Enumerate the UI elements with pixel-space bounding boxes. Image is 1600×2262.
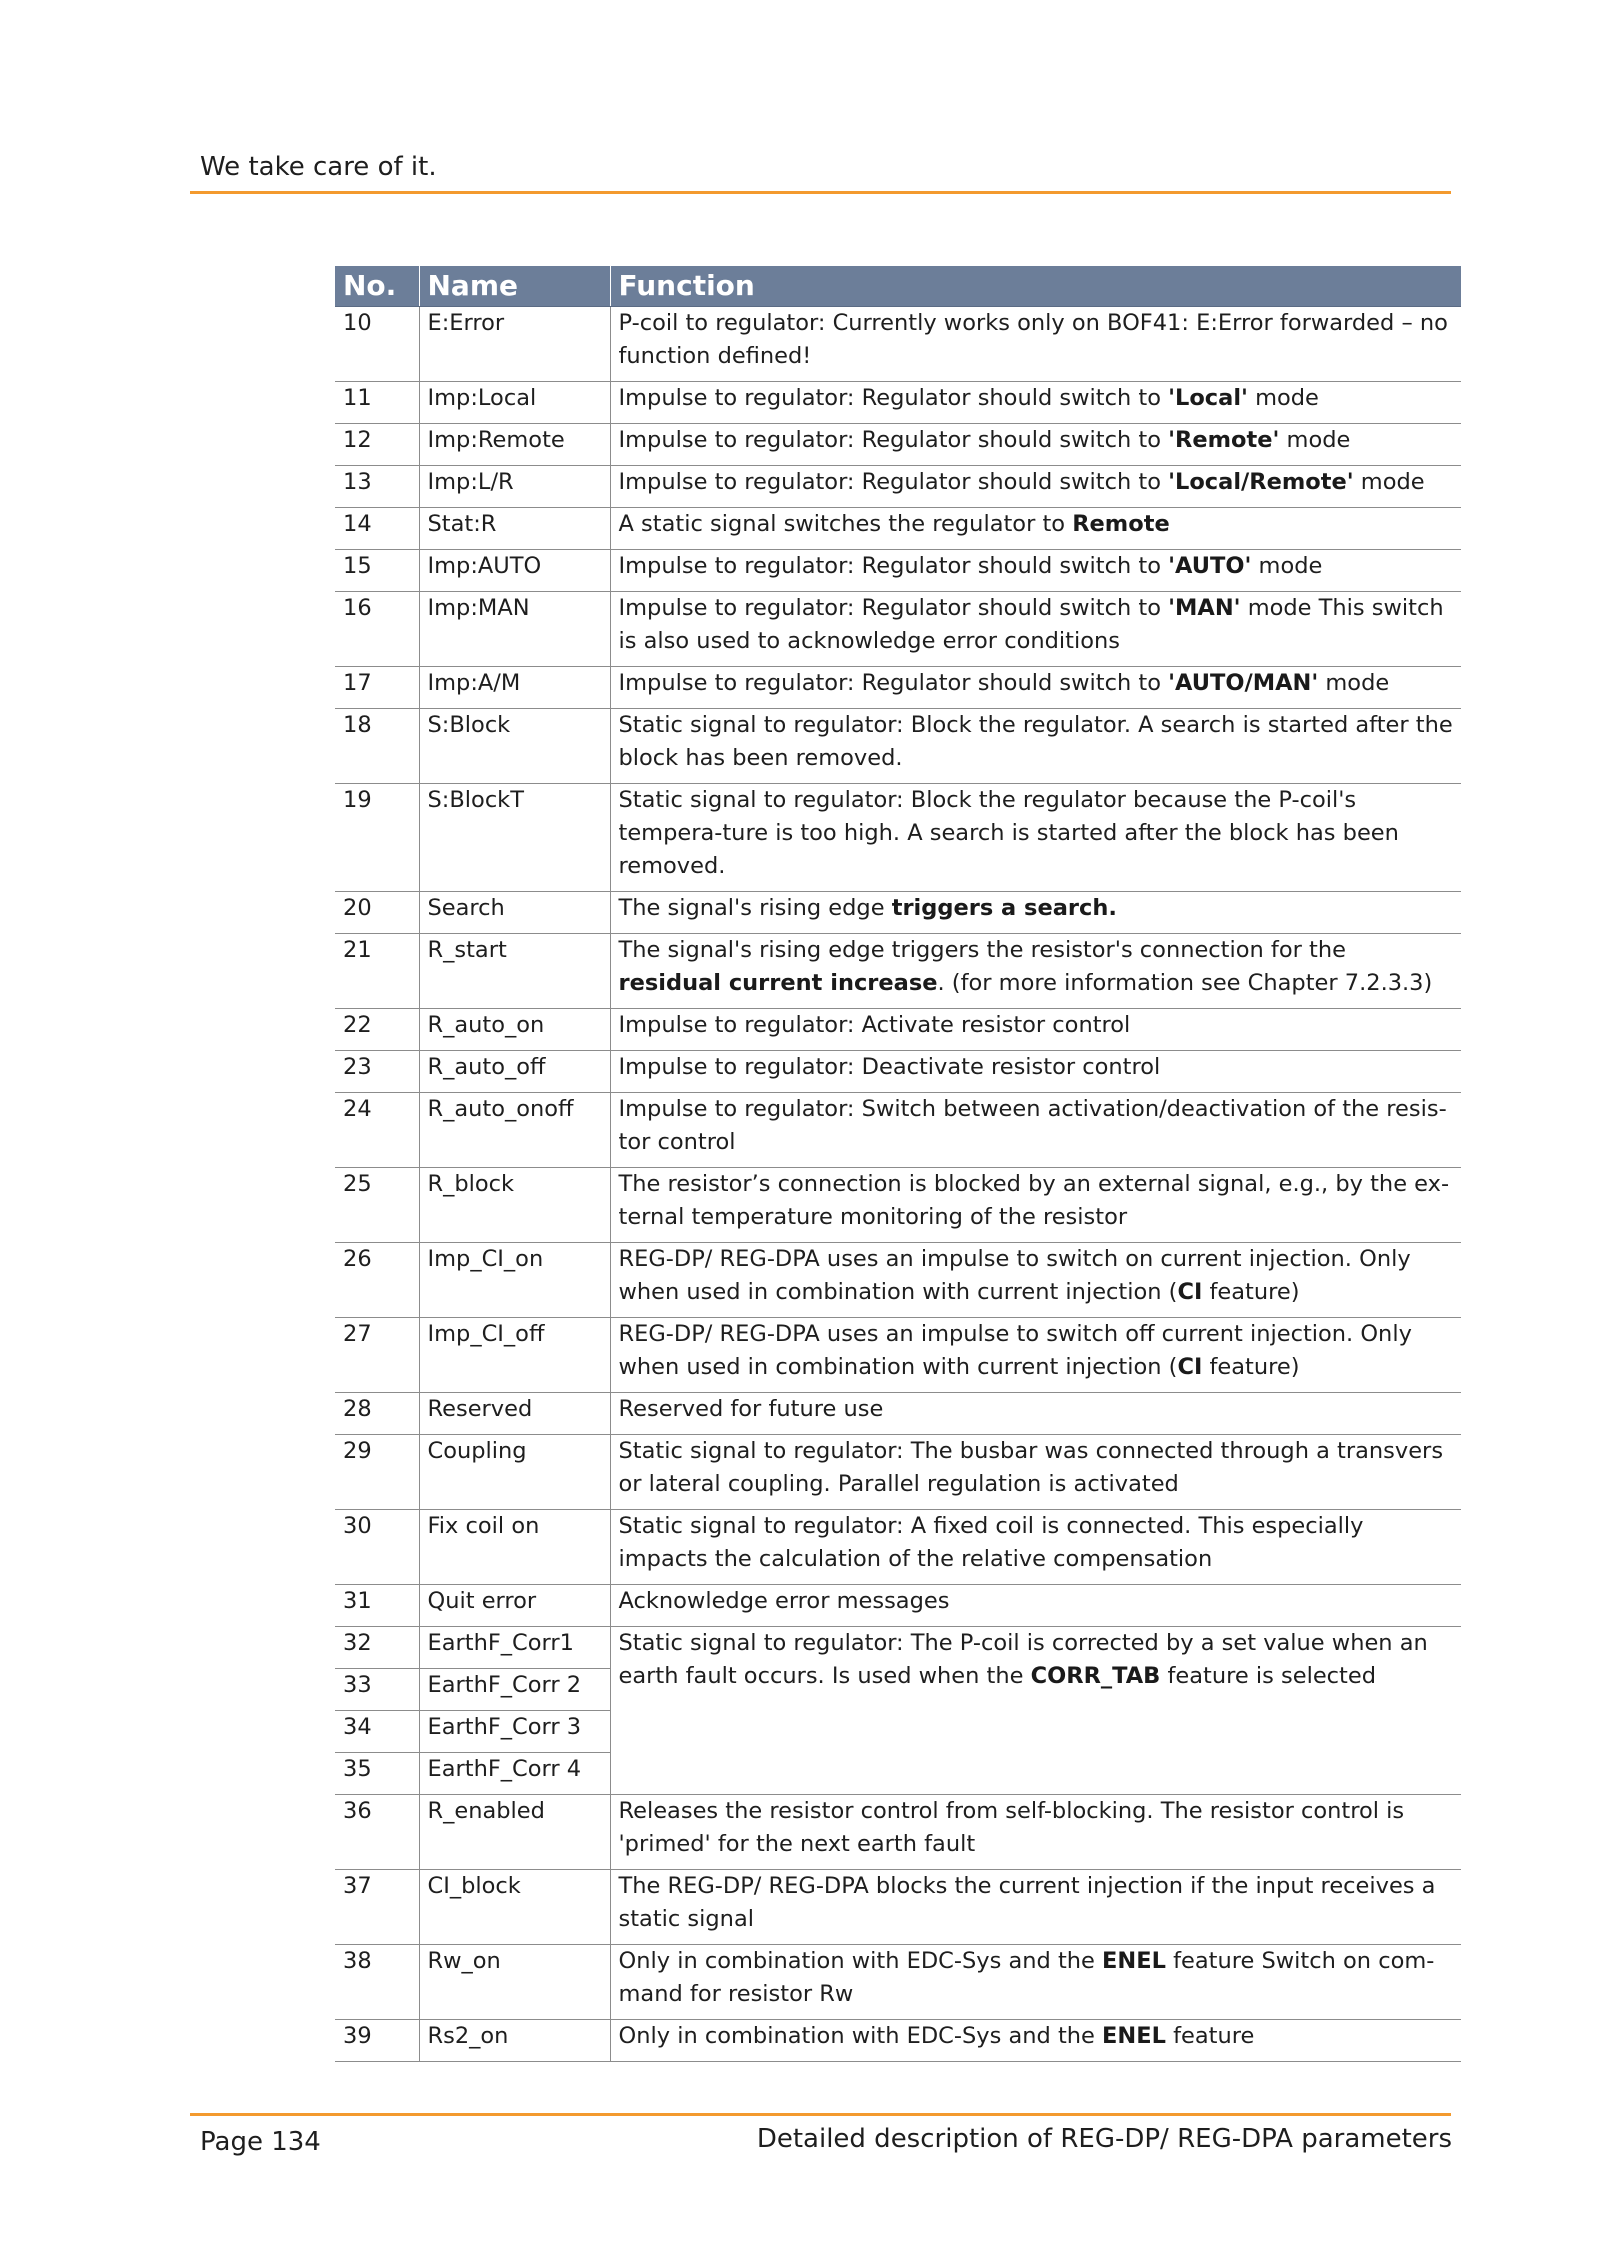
- signal-name-cell: Search: [419, 892, 610, 934]
- row-number-cell: 25: [335, 1168, 419, 1243]
- function-emphasis: 'MAN': [1168, 595, 1241, 621]
- function-text: Static signal to regulator: Block the regulator. A search is started after the block has been removed.: [618, 712, 1453, 771]
- signal-name-cell: Coupling: [419, 1435, 610, 1510]
- function-text: Impulse to regulator: Regulator should switch to: [618, 427, 1169, 453]
- function-text: The signal's rising edge triggers the resistor's connection for the: [618, 937, 1346, 963]
- signal-name-cell: EarthF_Corr 3: [419, 1711, 610, 1753]
- function-emphasis: Remote: [1072, 511, 1170, 537]
- row-number-cell: 22: [335, 1009, 419, 1051]
- function-cell: [610, 424, 1461, 466]
- signal-name-cell: Imp:Remote: [419, 424, 610, 466]
- section-title: Detailed description of REG-DP/ REG-DPA parameters: [756, 2124, 1452, 2154]
- table-row: [335, 934, 1461, 1009]
- table-row: [335, 550, 1461, 592]
- running-header: We take care of it.: [200, 152, 437, 182]
- row-number-cell: 31: [335, 1585, 419, 1627]
- signal-name-cell: R_auto_off: [419, 1051, 610, 1093]
- table-header-row: [335, 266, 1461, 307]
- table-row: [335, 1168, 1461, 1243]
- table-row: [335, 382, 1461, 424]
- function-text: Static signal to regulator: Block the regulator because the P-coil's tempera-ture is too high. A search is started after the block has been removed.: [618, 787, 1399, 879]
- function-text: Acknowledge error messages: [618, 1588, 950, 1614]
- row-number-cell: 21: [335, 934, 419, 1009]
- row-number-cell: 34: [335, 1711, 419, 1753]
- function-cell: [610, 1051, 1461, 1093]
- function-cell: [610, 1795, 1461, 1870]
- table-row: [335, 1393, 1461, 1435]
- signal-name-cell: Imp:AUTO: [419, 550, 610, 592]
- row-number-cell: 32: [335, 1627, 419, 1669]
- signal-name-cell: Quit error: [419, 1585, 610, 1627]
- function-cell: [610, 1093, 1461, 1168]
- signal-name-cell: Stat:R: [419, 508, 610, 550]
- function-cell: [610, 709, 1461, 784]
- function-text: mode: [1279, 427, 1351, 453]
- table-row: [335, 892, 1461, 934]
- function-text: feature Switch on com-mand for resistor Rw: [618, 1948, 1435, 2007]
- row-number-cell: 18: [335, 709, 419, 784]
- table-row: [335, 1243, 1461, 1318]
- function-cell: [610, 466, 1461, 508]
- table-row: [335, 307, 1461, 382]
- row-number-cell: 38: [335, 1945, 419, 2020]
- column-header-name: Name: [419, 266, 610, 307]
- table-row: [335, 1318, 1461, 1393]
- row-number-cell: 37: [335, 1870, 419, 1945]
- function-text: P-coil to regulator: Currently works only on BOF41: E:Error forwarded – no function defined!: [618, 310, 1448, 369]
- row-number-cell: 30: [335, 1510, 419, 1585]
- function-text: A static signal switches the regulator to: [618, 511, 1073, 537]
- function-cell: [610, 1009, 1461, 1051]
- function-emphasis: 'AUTO': [1168, 553, 1252, 579]
- signal-function-table: [335, 266, 1461, 2062]
- function-text: Only in combination with EDC-Sys and the: [618, 1948, 1103, 1974]
- row-number-cell: 24: [335, 1093, 419, 1168]
- row-number-cell: 27: [335, 1318, 419, 1393]
- function-cell: [610, 1627, 1461, 1795]
- function-text: Impulse to regulator: Regulator should switch to: [618, 553, 1169, 579]
- row-number-cell: 29: [335, 1435, 419, 1510]
- function-cell: [610, 934, 1461, 1009]
- function-text: Static signal to regulator: The P-coil is corrected by a set value when an earth fault occurs. Is used when the: [618, 1630, 1428, 1689]
- header-rule: [190, 191, 1451, 194]
- table-row: [335, 709, 1461, 784]
- column-header-no: No.: [335, 266, 419, 307]
- column-header-function: Function: [610, 266, 1461, 307]
- signal-name-cell: CI_block: [419, 1870, 610, 1945]
- function-text: Impulse to regulator: Deactivate resistor control: [618, 1054, 1161, 1080]
- function-text: Impulse to regulator: Activate resistor control: [618, 1012, 1131, 1038]
- function-cell: [610, 667, 1461, 709]
- signal-name-cell: E:Error: [419, 307, 610, 382]
- signal-name-cell: Rs2_on: [419, 2020, 610, 2062]
- signal-name-cell: S:BlockT: [419, 784, 610, 892]
- row-number-cell: 23: [335, 1051, 419, 1093]
- function-text: mode: [1251, 553, 1323, 579]
- page-number: Page 134: [200, 2127, 321, 2157]
- table-row: [335, 1627, 1461, 1669]
- table-row: [335, 1795, 1461, 1870]
- function-emphasis: residual current increase: [618, 970, 938, 996]
- function-emphasis: 'Local': [1168, 385, 1248, 411]
- function-text: The REG-DP/ REG-DPA blocks the current injection if the input receives a static signal: [618, 1873, 1436, 1932]
- table-row: [335, 466, 1461, 508]
- signal-name-cell: EarthF_Corr1: [419, 1627, 610, 1669]
- function-text: Impulse to regulator: Regulator should switch to: [618, 595, 1169, 621]
- function-emphasis: 'Remote': [1168, 427, 1280, 453]
- function-cell: [610, 592, 1461, 667]
- row-number-cell: 26: [335, 1243, 419, 1318]
- function-emphasis: CI: [1177, 1279, 1203, 1305]
- signal-name-cell: R_auto_onoff: [419, 1093, 610, 1168]
- function-cell: [610, 1435, 1461, 1510]
- function-text: Impulse to regulator: Regulator should switch to: [618, 385, 1169, 411]
- signal-name-cell: Imp:Local: [419, 382, 610, 424]
- function-cell: [610, 784, 1461, 892]
- function-text: mode: [1247, 385, 1319, 411]
- function-emphasis: ENEL: [1102, 1948, 1166, 1974]
- function-text: Static signal to regulator: A fixed coil is connected. This especially impacts the calculation of the relative compensation: [618, 1513, 1364, 1572]
- table-row: [335, 2020, 1461, 2062]
- function-text: mode: [1353, 469, 1425, 495]
- row-number-cell: 19: [335, 784, 419, 892]
- row-number-cell: 15: [335, 550, 419, 592]
- function-cell: [610, 307, 1461, 382]
- row-number-cell: 35: [335, 1753, 419, 1795]
- row-number-cell: 33: [335, 1669, 419, 1711]
- signal-name-cell: Rw_on: [419, 1945, 610, 2020]
- row-number-cell: 13: [335, 466, 419, 508]
- table-row: [335, 1435, 1461, 1510]
- table-row: [335, 508, 1461, 550]
- signal-name-cell: Fix coil on: [419, 1510, 610, 1585]
- row-number-cell: 16: [335, 592, 419, 667]
- signal-name-cell: S:Block: [419, 709, 610, 784]
- table-row: [335, 1009, 1461, 1051]
- function-text: The signal's rising edge: [618, 895, 892, 921]
- function-text: Impulse to regulator: Regulator should switch to: [618, 670, 1169, 696]
- function-cell: [610, 1168, 1461, 1243]
- table-row: [335, 1510, 1461, 1585]
- signal-name-cell: Imp:A/M: [419, 667, 610, 709]
- function-text: REG-DP/ REG-DPA uses an impulse to switch off current injection. Only when used in combination with current injection (: [618, 1321, 1412, 1380]
- table-row: [335, 1945, 1461, 2020]
- signal-name-cell: R_block: [419, 1168, 610, 1243]
- signal-name-cell: Imp:MAN: [419, 592, 610, 667]
- table-row: [335, 592, 1461, 667]
- table-row: [335, 1870, 1461, 1945]
- table-row: [335, 667, 1461, 709]
- function-text: Impulse to regulator: Regulator should switch to: [618, 469, 1169, 495]
- table-row: [335, 1585, 1461, 1627]
- function-cell: [610, 1243, 1461, 1318]
- table-row: [335, 1093, 1461, 1168]
- function-text: Releases the resistor control from self-blocking. The resistor control is 'primed' for the next earth fault: [618, 1798, 1405, 1857]
- row-number-cell: 39: [335, 2020, 419, 2062]
- signal-name-cell: Imp_CI_on: [419, 1243, 610, 1318]
- function-cell: [610, 1318, 1461, 1393]
- function-cell: [610, 2020, 1461, 2062]
- function-text: The resistor’s connection is blocked by an external signal, e.g., by the ex-ternal temperature monitoring of the resistor: [618, 1171, 1450, 1230]
- function-text: feature is selected: [1160, 1663, 1376, 1689]
- function-text: Static signal to regulator: The busbar was connected through a transvers or lateral coupling. Parallel regulation is activated: [618, 1438, 1444, 1497]
- function-text: REG-DP/ REG-DPA uses an impulse to switch on current injection. Only when used in combination with current injection (: [618, 1246, 1411, 1305]
- row-number-cell: 28: [335, 1393, 419, 1435]
- signal-name-cell: EarthF_Corr 2: [419, 1669, 610, 1711]
- function-cell: [610, 1393, 1461, 1435]
- row-number-cell: 20: [335, 892, 419, 934]
- row-number-cell: 17: [335, 667, 419, 709]
- function-cell: [610, 550, 1461, 592]
- table-row: [335, 784, 1461, 892]
- row-number-cell: 14: [335, 508, 419, 550]
- function-emphasis: CORR_TAB: [1030, 1663, 1161, 1689]
- signal-name-cell: EarthF_Corr 4: [419, 1753, 610, 1795]
- function-emphasis: 'AUTO/MAN': [1168, 670, 1319, 696]
- function-text: feature: [1165, 2023, 1255, 2049]
- function-emphasis: triggers a search.: [891, 895, 1117, 921]
- table-row: [335, 424, 1461, 466]
- row-number-cell: 11: [335, 382, 419, 424]
- function-emphasis: 'Local/Remote': [1168, 469, 1354, 495]
- function-text: Reserved for future use: [618, 1396, 884, 1422]
- row-number-cell: 12: [335, 424, 419, 466]
- signal-name-cell: R_start: [419, 934, 610, 1009]
- signal-name-cell: R_enabled: [419, 1795, 610, 1870]
- function-text: mode: [1318, 670, 1390, 696]
- function-text: Impulse to regulator: Switch between activation/deactivation of the resis-tor control: [618, 1096, 1447, 1155]
- function-emphasis: CI: [1177, 1354, 1203, 1380]
- signal-name-cell: Imp:L/R: [419, 466, 610, 508]
- function-cell: [610, 1870, 1461, 1945]
- signal-name-cell: Reserved: [419, 1393, 610, 1435]
- function-text: feature): [1202, 1279, 1300, 1305]
- function-cell: [610, 382, 1461, 424]
- table-row: [335, 1051, 1461, 1093]
- table-body: [335, 307, 1461, 2062]
- row-number-cell: 36: [335, 1795, 419, 1870]
- footer-rule: [190, 2113, 1451, 2116]
- function-text: feature): [1202, 1354, 1300, 1380]
- function-cell: [610, 1585, 1461, 1627]
- function-emphasis: ENEL: [1102, 2023, 1166, 2049]
- signal-name-cell: R_auto_on: [419, 1009, 610, 1051]
- function-cell: [610, 1945, 1461, 2020]
- row-number-cell: 10: [335, 307, 419, 382]
- function-text: Only in combination with EDC-Sys and the: [618, 2023, 1103, 2049]
- signal-name-cell: Imp_CI_off: [419, 1318, 610, 1393]
- function-text: mode This switch is also used to acknowledge error conditions: [618, 595, 1444, 654]
- function-cell: [610, 508, 1461, 550]
- function-text: . (for more information see Chapter 7.2.3.3): [937, 970, 1433, 996]
- function-cell: [610, 1510, 1461, 1585]
- function-cell: [610, 892, 1461, 934]
